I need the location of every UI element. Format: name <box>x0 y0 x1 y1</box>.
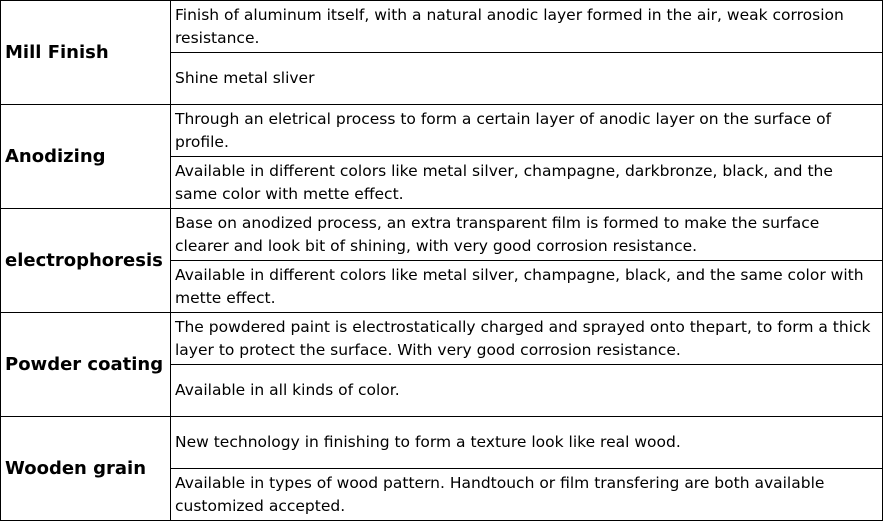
finish-process-description: The powdered paint is electrostatically charged and sprayed onto thepart, to form a thick layer to protect the surface. With very good corrosion resistance. <box>171 313 883 365</box>
finish-color-description: Available in different colors like metal silver, champagne, black, and the same color with mette effect. <box>171 261 883 313</box>
table-row <box>1 313 883 365</box>
finish-color-description: Available in different colors like metal silver, champagne, darkbronze, black, and the same color with mette effect. <box>171 157 883 209</box>
finish-process-description: Through an eletrical process to form a certain layer of anodic layer on the surface of profile. <box>171 105 883 157</box>
table-row <box>1 1 883 53</box>
finish-name: Wooden grain <box>1 417 171 521</box>
finish-name: Powder coating <box>1 313 171 417</box>
table-row <box>1 105 883 157</box>
finish-process-description: New technology in finishing to form a texture look like real wood. <box>171 417 883 469</box>
finish-name: electrophoresis <box>1 209 171 313</box>
finish-process-description: Finish of aluminum itself, with a natural anodic layer formed in the air, weak corrosion resistance. <box>171 1 883 53</box>
table-row <box>1 417 883 469</box>
finish-color-description: Available in all kinds of color. <box>171 365 883 417</box>
finish-color-description: Shine metal sliver <box>171 53 883 105</box>
finish-name: Mill Finish <box>1 1 171 105</box>
finish-name: Anodizing <box>1 105 171 209</box>
finish-process-description: Base on anodized process, an extra transparent film is formed to make the surface clearer and look bit of shining, with very good corrosion resistance. <box>171 209 883 261</box>
table-row <box>1 209 883 261</box>
finish-color-description: Available in types of wood pattern. Handtouch or film transfering are both available customized accepted. <box>171 469 883 521</box>
